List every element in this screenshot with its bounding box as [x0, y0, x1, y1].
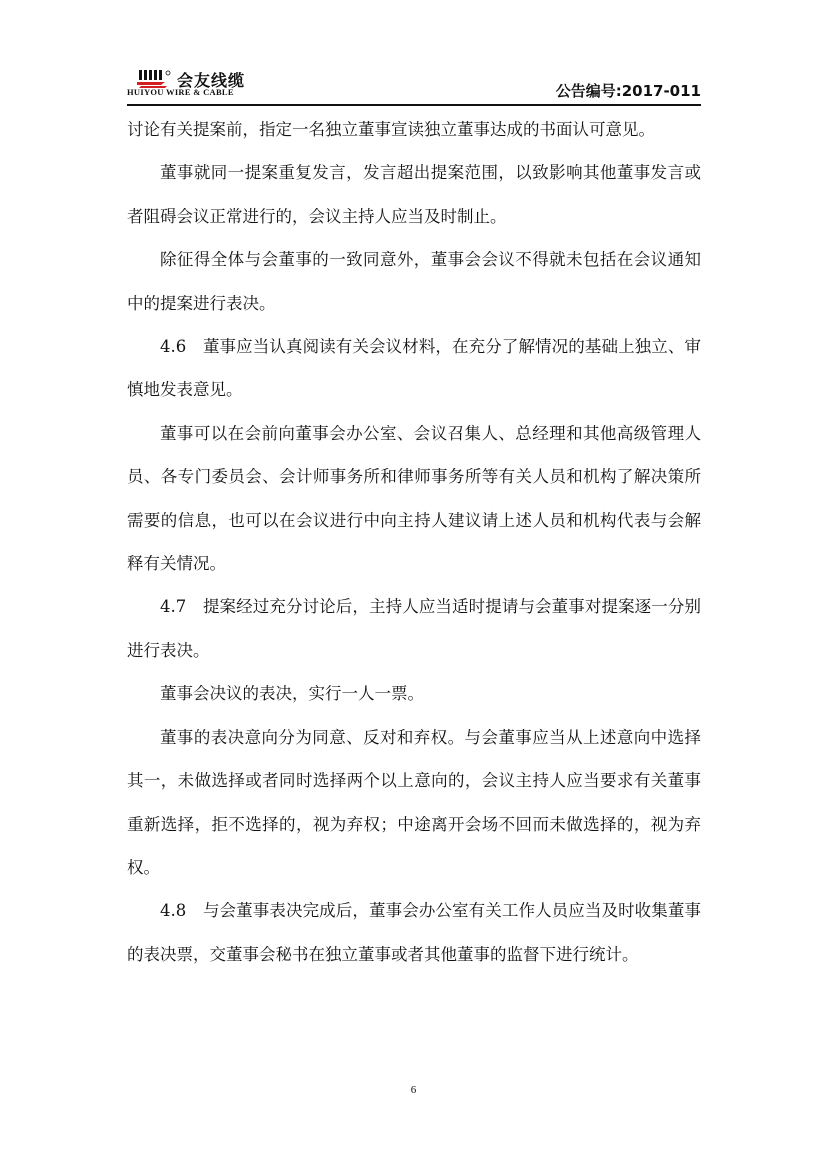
document-body [127, 108, 701, 976]
paragraph: 董事可以在会前向董事会办公室、会议召集人、总经理和其他高级管理人员、各专门委员会、会计师事务所和律师事务所等有关人员和机构了解决策所需要的信息，也可以在会议进行中向主持人建议请上述人员和机构代表与会解释有关情况。 [127, 423, 701, 574]
logo-english-name: HUIYOU WIRE & CABLE [127, 87, 234, 97]
paragraph: 讨论有关提案前，指定一名独立董事宣读独立董事达成的书面认可意见。 [127, 120, 655, 139]
clause-4-8: 4.8 与会董事表决完成后，董事会办公室有关工作人员应当及时收集董事的表决票，交董事会秘书在独立董事或者其他董事的监督下进行统计。 [127, 901, 701, 964]
paragraph: 除征得全体与会董事的一致同意外，董事会会议不得就未包括在会议通知中的提案进行表决。 [127, 250, 701, 313]
page-number: 6 [410, 1084, 417, 1096]
paragraph: 董事的表决意向分为同意、反对和弃权。与会董事应当从上述意向中选择其一，未做选择或者同时选择两个以上意向的，会议主持人应当要求有关董事重新选择，拒不选择的，视为弃权；中途离开会场不回而未做选择的，视为弃权。 [127, 727, 701, 877]
header-divider [127, 104, 701, 106]
announcement-number: 公告编号:2017-011 [555, 82, 701, 100]
clause-4-7: 4.7 提案经过充分讨论后，主持人应当适时提请与会董事对提案逐一分别进行表决。 [127, 597, 701, 660]
company-logo [127, 66, 287, 100]
paragraph: 董事会决议的表决，实行一人一票。 [160, 684, 424, 704]
clause-4-6: 4.6 董事应当认真阅读有关会议材料，在充分了解情况的基础上独立、审慎地发表意见。 [127, 337, 701, 400]
huiyou-logo-icon [137, 69, 171, 89]
logo-chinese-name: 会友线缆 [177, 71, 246, 90]
page-header [127, 66, 701, 106]
paragraph: 董事就同一提案重复发言，发言超出提案范围，以致影响其他董事发言或者阻碍会议正常进行的，会议主持人应当及时制止。 [127, 163, 701, 226]
